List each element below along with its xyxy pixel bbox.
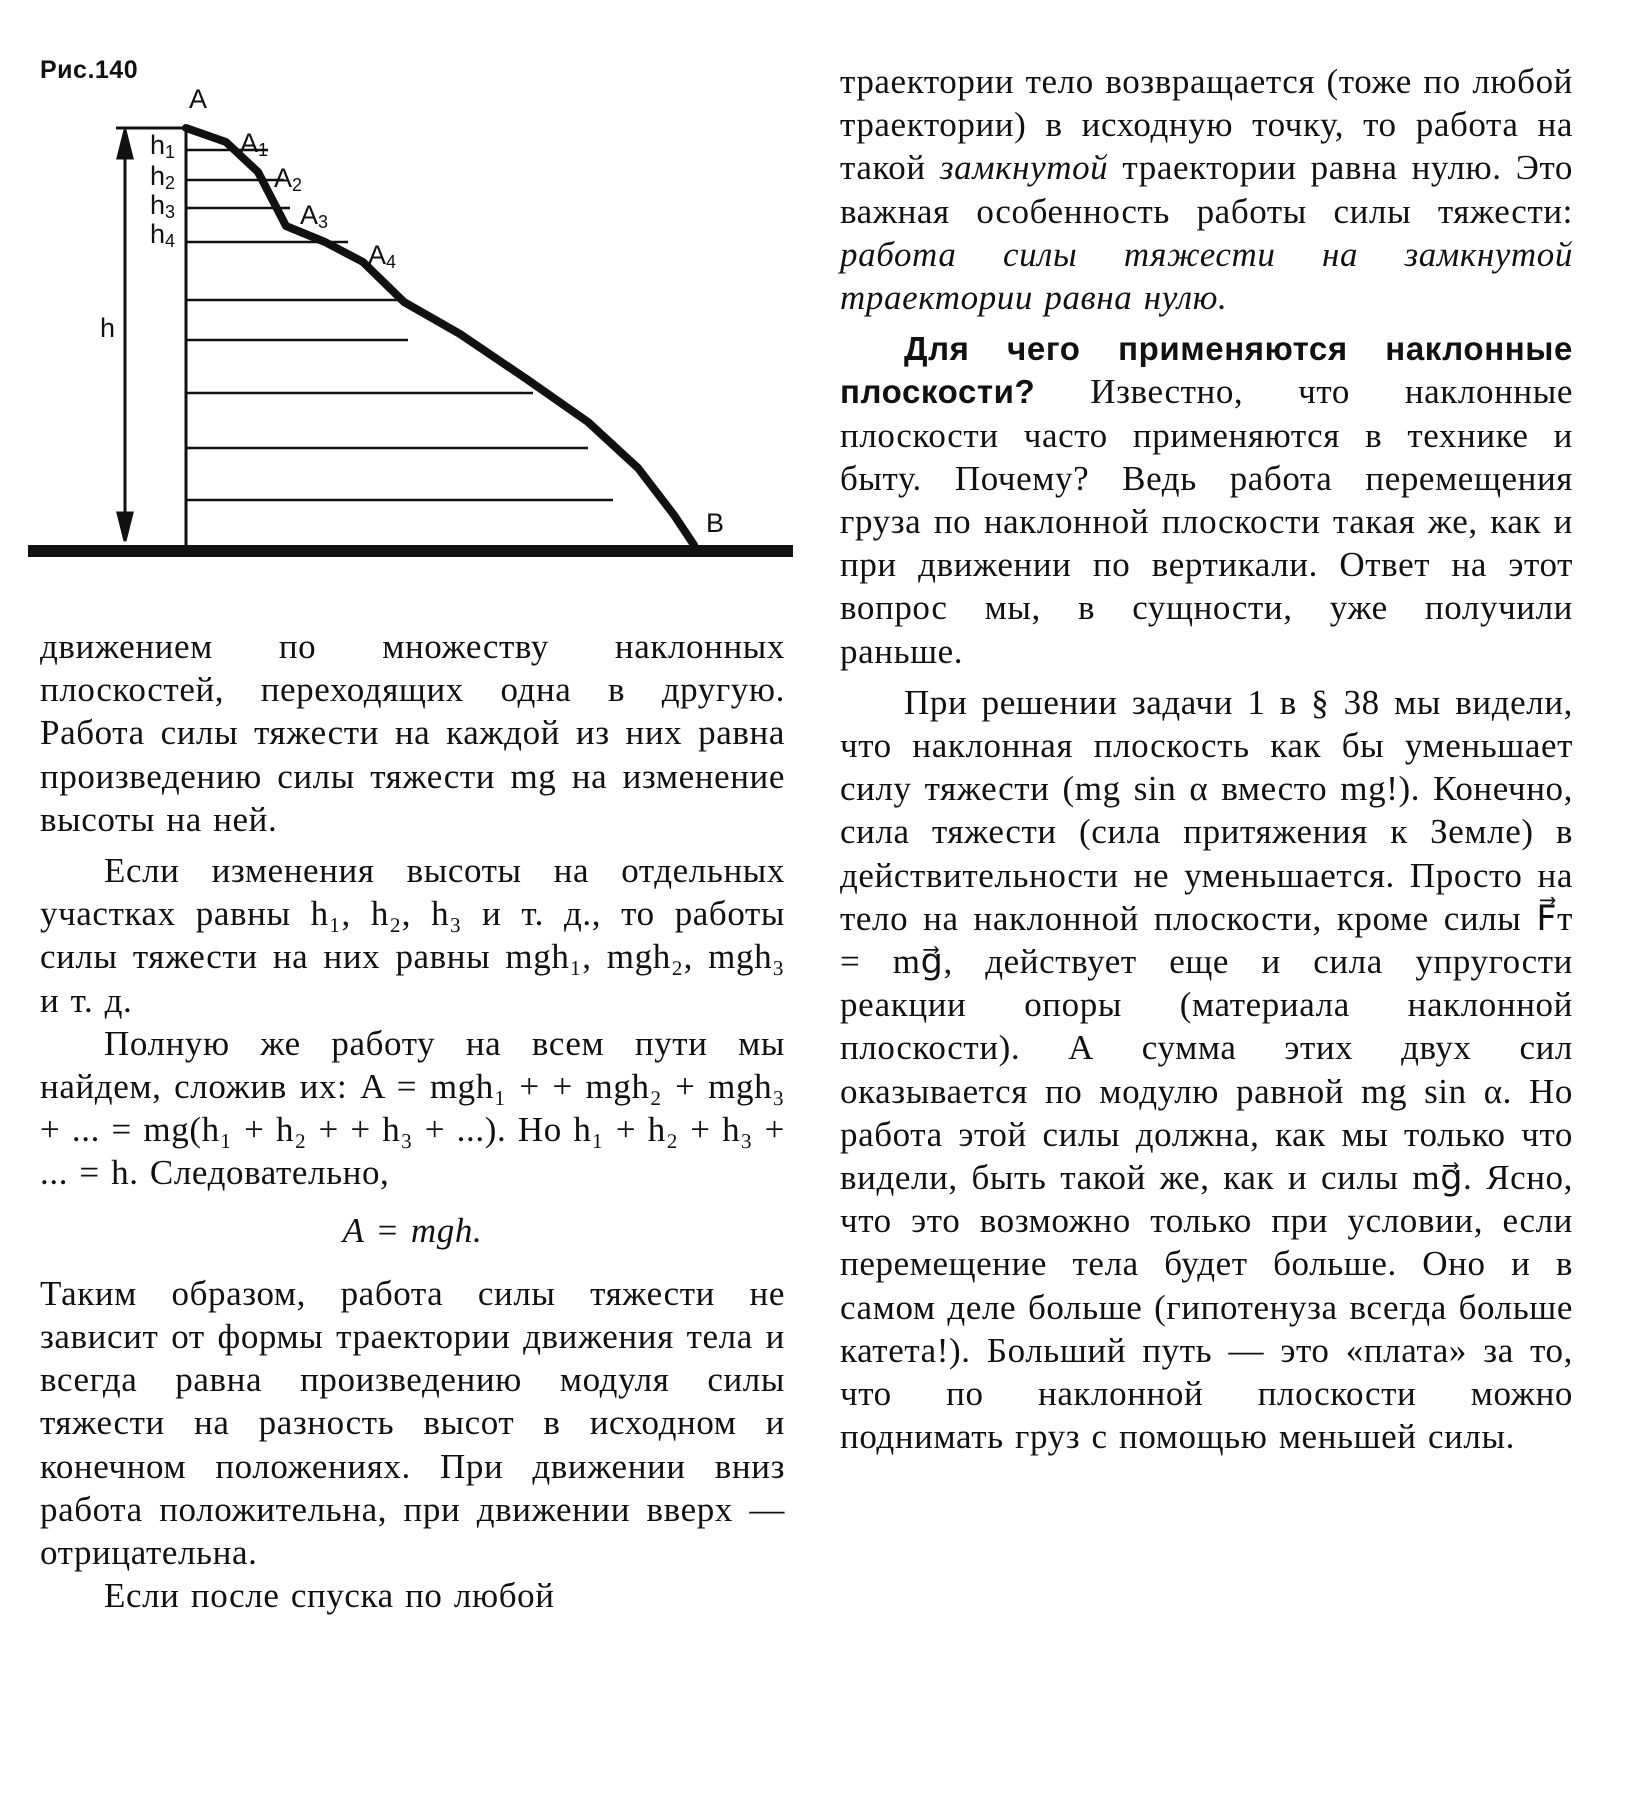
work-formula: A = mgh.	[342, 1210, 483, 1250]
right-paragraph-2: Для чего применяются наклонные плоскости? Известно, что наклонные плоскости часто применяются в технике и быту. Почему? Ведь работа перемещения груза по наклонной плоскости такая же, как и при движении по вертикали. Ответ на этот вопрос мы, в сущности, уже получили раньше.	[840, 330, 1573, 671]
figure-caption: Рис.140	[40, 56, 139, 84]
point-A2-label: $A_2$	[274, 163, 303, 195]
right-paragraph-3: При решении задачи 1 в § 38 мы видели, что наклонная плоскость как бы уменьшает силу тяжести (mg sin α вместо mg!). Конечно, сила тяжести (сила притяжения к Земле) в действительности не уменьшается. Просто на тело на наклонной плоскости, кроме силы F⃗т = mg⃗, действует еще и сила упругости реакции опоры (материала наклонной плоскости). А сумма этих двух сил оказывается по модулю равной mg sin α. Но работа этой силы должна, как мы только что видели, быть такой же, как и силы mg⃗. Ясно, что это возможно только при условии, если перемещение тела будет больше. Оно и в самом деле больше (гипотенуза всегда больше катета!). Больший путь — это «плата» за то, что по наклонной плоскости можно поднимать груз с помощью меньшей силы.	[840, 682, 1573, 1457]
left-column-text	[40, 625, 785, 1617]
right-column-text	[840, 60, 1573, 1459]
incline-trajectory-diagram	[28, 50, 803, 590]
point-A1-label: $A_1$	[240, 128, 269, 160]
point-A4-label: $A_4$	[368, 240, 397, 272]
figure-140	[28, 50, 803, 590]
left-paragraph-5: Если после спуска по любой	[104, 1576, 555, 1616]
point-A3-label: $A_3$	[300, 200, 329, 232]
left-paragraph-3: Полную же работу на всем пути мы найдем, сложив их: A = mgh₁ + + mgh₂ + mgh₃ + ... = mg(h₁ + h₂ + + h₃ + ...). Но h₁ + h₂ + h₃ + ... = h. Следовательно,	[40, 1023, 785, 1193]
h3-label: $h_3$	[150, 190, 176, 222]
left-paragraph-4: Таким образом, работа силы тяжести не зависит от формы траектории движения тела и всегда равна произведению модуля силы тяжести на разность высот в исходном и конечном положениях. При движении вниз работа положительна, при движении вверх — отрицательна.	[40, 1273, 785, 1573]
left-paragraph-1: движением по множеству наклонных плоскостей, переходящих одна в другую. Работа силы тяжести на каждой из них равна произведению силы тяжести mg на изменение высоты на ней.	[40, 627, 785, 839]
section-heading: Для чего применяются наклонные плоскости?	[840, 330, 1573, 411]
h2-label: $h_2$	[150, 161, 176, 193]
level-lines	[186, 150, 613, 500]
ground-line	[28, 545, 793, 557]
trajectory-path	[186, 128, 694, 545]
h-label: h	[100, 313, 116, 343]
left-paragraph-2: Если изменения высоты на отдельных участках равны h₁, h₂, h₃ и т. д., то работы силы тяжести на них равны mgh₁, mgh₂, mgh₃ и т. д.	[40, 851, 785, 1020]
h1-label: $h_1$	[150, 130, 176, 162]
h4-label: $h_4$	[150, 219, 176, 251]
right-paragraph-1: траектории тело возвращается (тоже по любой траектории) в исходную точку, то работа на такой замкнутой траектории равна нулю. Это важная особенность работы силы тяжести: работа силы тяжести на замкнутой траектории равна нулю.	[840, 62, 1573, 318]
point-B-label: B	[706, 508, 725, 538]
height-arrow	[118, 130, 132, 541]
point-A-label: A	[189, 84, 208, 114]
